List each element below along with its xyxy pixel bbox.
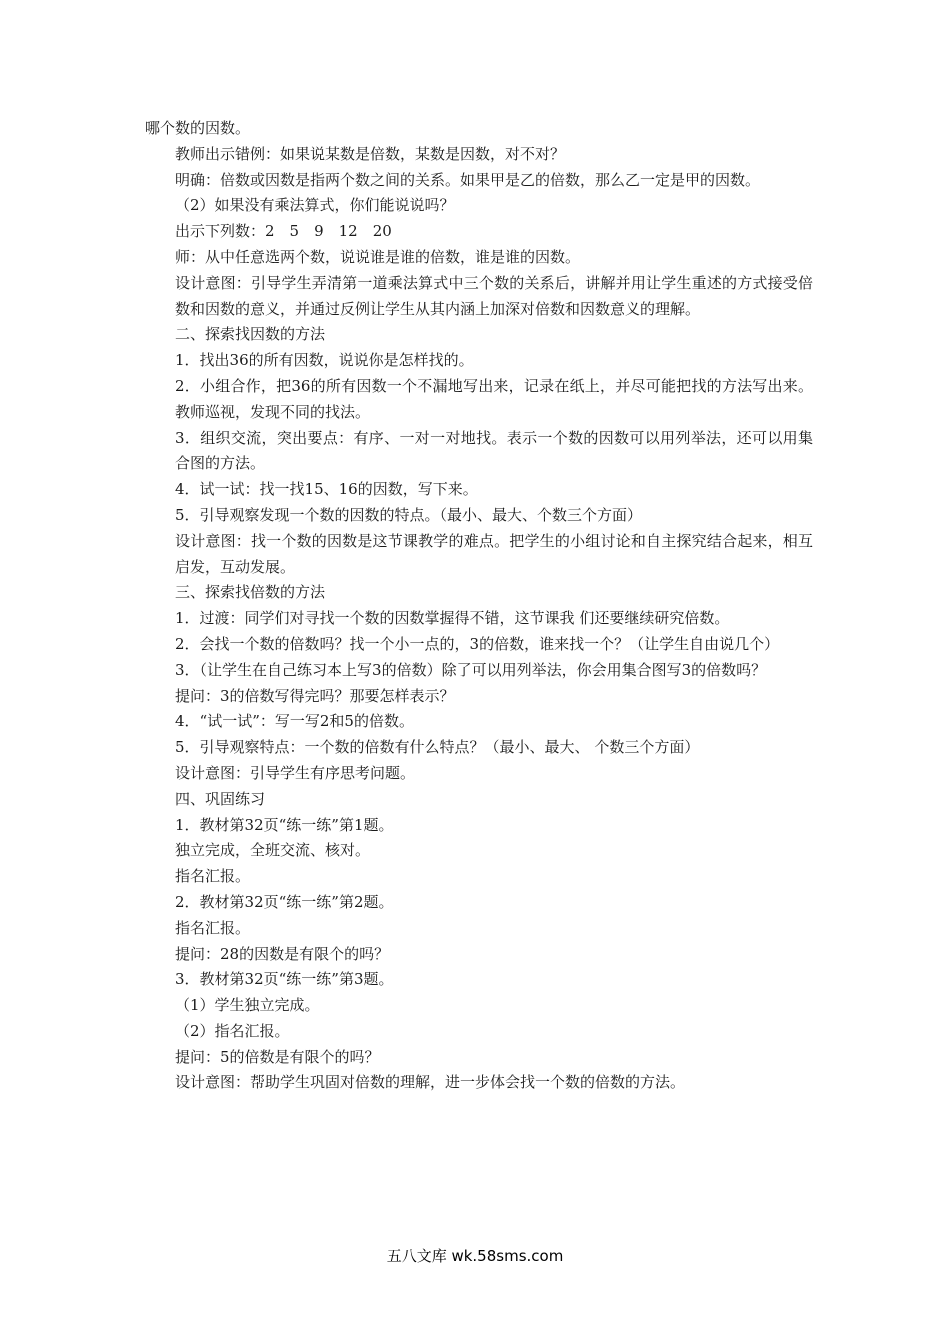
paragraph-31: （2）指名汇报。: [175, 1021, 290, 1040]
paragraph-18: 提问：3的倍数写得完吗？那要怎样表示？: [175, 686, 455, 705]
paragraph-12: 5．引导观察发现一个数的因数的特点。（最小、最大、个数三个方面）: [175, 505, 643, 524]
paragraph-5: 师：从中任意选两个数，说说谁是谁的倍数，谁是谁的因数。: [175, 247, 581, 266]
paragraph-30: （1）学生独立完成。: [175, 996, 320, 1015]
paragraph-4: 出示下列数：2 5 9 12 20: [175, 222, 392, 241]
paragraph-21: 设计意图：引导学生有序思考问题。: [175, 763, 416, 782]
paragraph-27: 指名汇报。: [175, 918, 251, 937]
paragraph-10: 3．组织交流，突出要点：有序、一对一对地找。表示一个数的因数可以用列举法，还可以用集合图的方法。: [175, 428, 813, 473]
paragraph-1: 教师出示错例：如果说某数是倍数，某数是因数，对不对？: [175, 144, 566, 163]
paragraph-0: 哪个数的因数。: [145, 119, 251, 137]
section-heading-2: 二、探索找因数的方法: [175, 325, 326, 344]
paragraph-6: 设计意图：引导学生弄清第一道乘法算式中三个数的关系后，讲解并用让学生重述的方式接受倍数和因数的意义，并通过反例让学生从其内涵上加深对倍数和因数意义的理解。: [175, 273, 813, 318]
section-heading-3: 三、探索找倍数的方法: [175, 583, 326, 602]
paragraph-26: 2．教材第32页“练一练”第2题。: [175, 892, 394, 911]
paragraph-32: 提问：5的倍数是有限个的吗？: [175, 1047, 380, 1066]
paragraph-16: 2．会找一个数的倍数吗？找一个小一点的，3的倍数，谁来找一个？（让学生自由说几个）: [175, 634, 780, 653]
paragraph-15: 1．过渡：同学们对寻找一个数的因数掌握得不错，这节课我 们还要继续研究倍数。: [175, 609, 730, 628]
paragraph-9: 2．小组合作，把36的所有因数一个不漏地写出来，记录在纸上，并尽可能把找的方法写出来。教师巡视，发现不同的找法。: [175, 376, 813, 421]
paragraph-2: 明确：倍数或因数是指两个数之间的关系。如果甲是乙的倍数，那么乙一定是甲的因数。: [175, 170, 761, 189]
paragraph-13: 设计意图：找一个数的因数是这节课教学的难点。把学生的小组讨论和自主探究结合起来，相互启发，互动发展。: [175, 531, 813, 576]
paragraph-20: 5．引导观察特点：一个数的倍数有什么特点？（最小、最大、 个数三个方面）: [175, 738, 700, 757]
paragraph-28: 提问：28的因数是有限个的吗？: [175, 944, 390, 963]
paragraph-29: 3．教材第32页“练一练”第3题。: [175, 970, 394, 989]
paragraph-33: 设计意图：帮助学生巩固对倍数的理解，进一步体会找一个数的倍数的方法。: [175, 1073, 686, 1092]
paragraph-11: 4．试一试：找一找15、16的因数，写下来。: [175, 480, 478, 499]
paragraph-19: 4．“试一试”：写一写2和5的倍数。: [175, 712, 414, 731]
paragraph-8: 1．找出36的所有因数，说说你是怎样找的。: [175, 351, 474, 370]
document-body: [145, 116, 813, 1096]
paragraph-23: 1．教材第32页“练一练”第1题。: [175, 815, 394, 834]
section-heading-4: 四、巩固练习: [175, 789, 266, 808]
page-footer: 五八文库 wk.58sms.com: [386, 1247, 564, 1265]
paragraph-3: （2）如果没有乘法算式，你们能说说吗？: [175, 196, 455, 215]
paragraph-17: 3．（让学生在自己练习本上写3的倍数）除了可以用列举法，你会用集合图写3的倍数吗？: [175, 660, 767, 679]
paragraph-25: 指名汇报。: [175, 867, 251, 886]
paragraph-24: 独立完成，全班交流、核对。: [175, 841, 371, 860]
